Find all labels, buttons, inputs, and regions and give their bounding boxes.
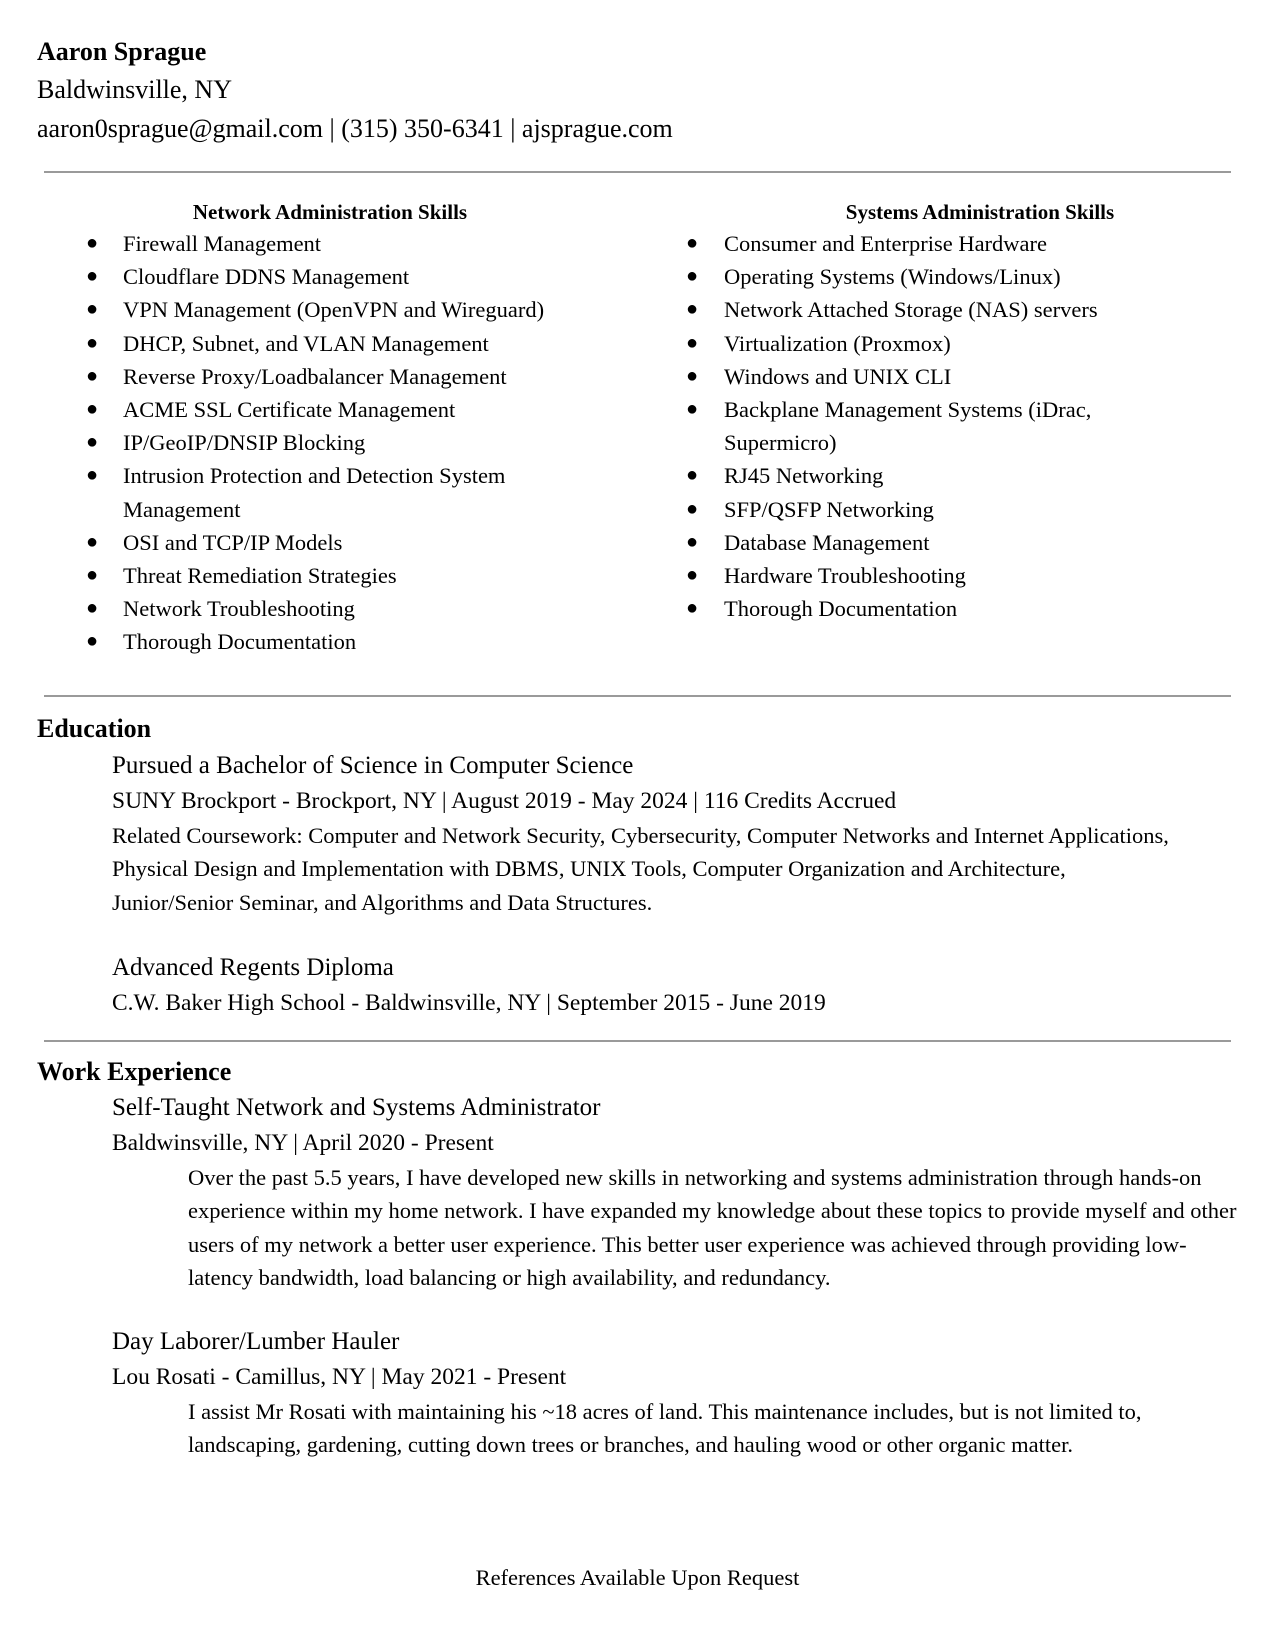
list-item: ● Reverse Proxy/Loadbalancer Management xyxy=(60,360,670,393)
divider-education xyxy=(44,695,1231,697)
bullet-icon: ● xyxy=(86,597,99,620)
systems-skills-list xyxy=(660,227,1260,625)
network-skills-column xyxy=(60,197,670,659)
list-item: ● Network Troubleshooting xyxy=(60,592,670,625)
bullet-icon: ● xyxy=(686,597,699,620)
bullet-icon: ● xyxy=(686,364,699,387)
education-diploma-title: Advanced Regents Diploma xyxy=(112,954,394,981)
work-heading: Work Experience xyxy=(37,1057,232,1086)
contact-line: aaron0sprague@gmail.com | (315) 350-6341 | ajsprague.com xyxy=(37,114,673,143)
bullet-icon: ● xyxy=(686,265,699,288)
bullet-icon: ● xyxy=(686,398,699,421)
network-skills-list xyxy=(60,227,670,659)
list-item: ● RJ45 Networking xyxy=(660,459,1260,492)
list-item: ● Backplane Management Systems (iDrac, Supermicro) xyxy=(660,393,1260,459)
bullet-icon: ● xyxy=(86,464,99,487)
list-item: ● Operating Systems (Windows/Linux) xyxy=(660,260,1260,293)
job-description: I assist Mr Rosati with maintaining his ~18 acres of land. This maintenance includes, but is not limited to, landscaping, gardening, cutting down trees or branches, and hauling wood or other organic matter. xyxy=(188,1399,1142,1458)
education-degree-title: Pursued a Bachelor of Science in Computer Science xyxy=(112,752,634,779)
bullet-icon: ● xyxy=(686,564,699,587)
divider-header xyxy=(44,171,1231,173)
list-item: ● Cloudflare DDNS Management xyxy=(60,260,670,293)
list-item: ● Windows and UNIX CLI xyxy=(660,360,1260,393)
list-item: ● Consumer and Enterprise Hardware xyxy=(660,227,1260,260)
list-item: ● ACME SSL Certificate Management xyxy=(60,393,670,426)
list-item: ● Database Management xyxy=(660,526,1260,559)
job-description: Over the past 5.5 years, I have developed new skills in networking and systems administration through hands-on experience within my home network. I have expanded my knowledge about these topics to provide myself and other users of my network a better user experience. This better user experience was achieved through providing low-latency bandwidth, load balancing or high availability, and redundancy. xyxy=(188,1165,1237,1290)
list-item: ● Virtualization (Proxmox) xyxy=(660,327,1260,360)
list-item: ● IP/GeoIP/DNSIP Blocking xyxy=(60,426,670,459)
list-item: ● Network Attached Storage (NAS) servers xyxy=(660,293,1260,326)
bullet-icon: ● xyxy=(686,232,699,254)
education-degree-details: SUNY Brockport - Brockport, NY | August 2019 - May 2024 | 116 Credits Accrued xyxy=(112,788,897,814)
applicant-location: Baldwinsville, NY xyxy=(37,75,232,104)
bullet-icon: ● xyxy=(686,497,699,520)
education-diploma-details: C.W. Baker High School - Baldwinsville, NY | September 2015 - June 2019 xyxy=(112,990,826,1016)
job-details: Baldwinsville, NY | April 2020 - Present xyxy=(112,1130,494,1156)
job-details: Lou Rosati - Camillus, NY | May 2021 - Present xyxy=(112,1364,567,1390)
references-note: References Available Upon Request xyxy=(475,1565,800,1590)
list-item: ● SFP/QSFP Networking xyxy=(660,493,1260,526)
bullet-icon: ● xyxy=(86,530,99,553)
systems-skills-title: Systems Administration Skills xyxy=(845,200,1115,224)
bullet-icon: ● xyxy=(86,431,99,454)
bullet-icon: ● xyxy=(686,530,699,553)
systems-skills-column xyxy=(660,197,1260,625)
bullet-icon: ● xyxy=(686,464,699,487)
list-item: ● VPN Management (OpenVPN and Wireguard) xyxy=(60,293,670,326)
bullet-icon: ● xyxy=(86,398,99,421)
job-title: Day Laborer/Lumber Hauler xyxy=(112,1328,400,1355)
bullet-icon: ● xyxy=(86,265,99,288)
list-item: ● Threat Remediation Strategies xyxy=(60,559,670,592)
applicant-name: Aaron Sprague xyxy=(37,37,207,66)
bullet-icon: ● xyxy=(86,331,99,354)
list-item: ● DHCP, Subnet, and VLAN Management xyxy=(60,327,670,360)
bullet-icon: ● xyxy=(686,298,699,321)
bullet-icon: ● xyxy=(86,564,99,587)
education-heading: Education xyxy=(37,714,152,743)
job-title: Self-Taught Network and Systems Administrator xyxy=(112,1094,601,1121)
bullet-icon: ● xyxy=(86,364,99,387)
list-item: ● Thorough Documentation xyxy=(660,592,1260,625)
bullet-icon: ● xyxy=(86,630,99,653)
divider-work xyxy=(44,1040,1231,1042)
bullet-icon: ● xyxy=(686,331,699,354)
education-coursework: Related Coursework: Computer and Network Security, Cybersecurity, Computer Networks and Internet Applications, Physical Design and Implementation with DBMS, UNIX Tools, Computer Organization and Architecture, Junior/Senior Seminar, and Algorithms and Data Structures. xyxy=(112,823,1169,915)
list-item: ● Hardware Troubleshooting xyxy=(660,559,1260,592)
list-item: ● Thorough Documentation xyxy=(60,625,670,658)
network-skills-title: Network Administration Skills xyxy=(192,200,468,224)
list-item: ● Intrusion Protection and Detection System Management xyxy=(60,459,670,525)
bullet-icon: ● xyxy=(86,232,99,254)
list-item: ● Firewall Management xyxy=(60,227,670,260)
bullet-icon: ● xyxy=(86,298,99,321)
list-item: ● OSI and TCP/IP Models xyxy=(60,526,670,559)
